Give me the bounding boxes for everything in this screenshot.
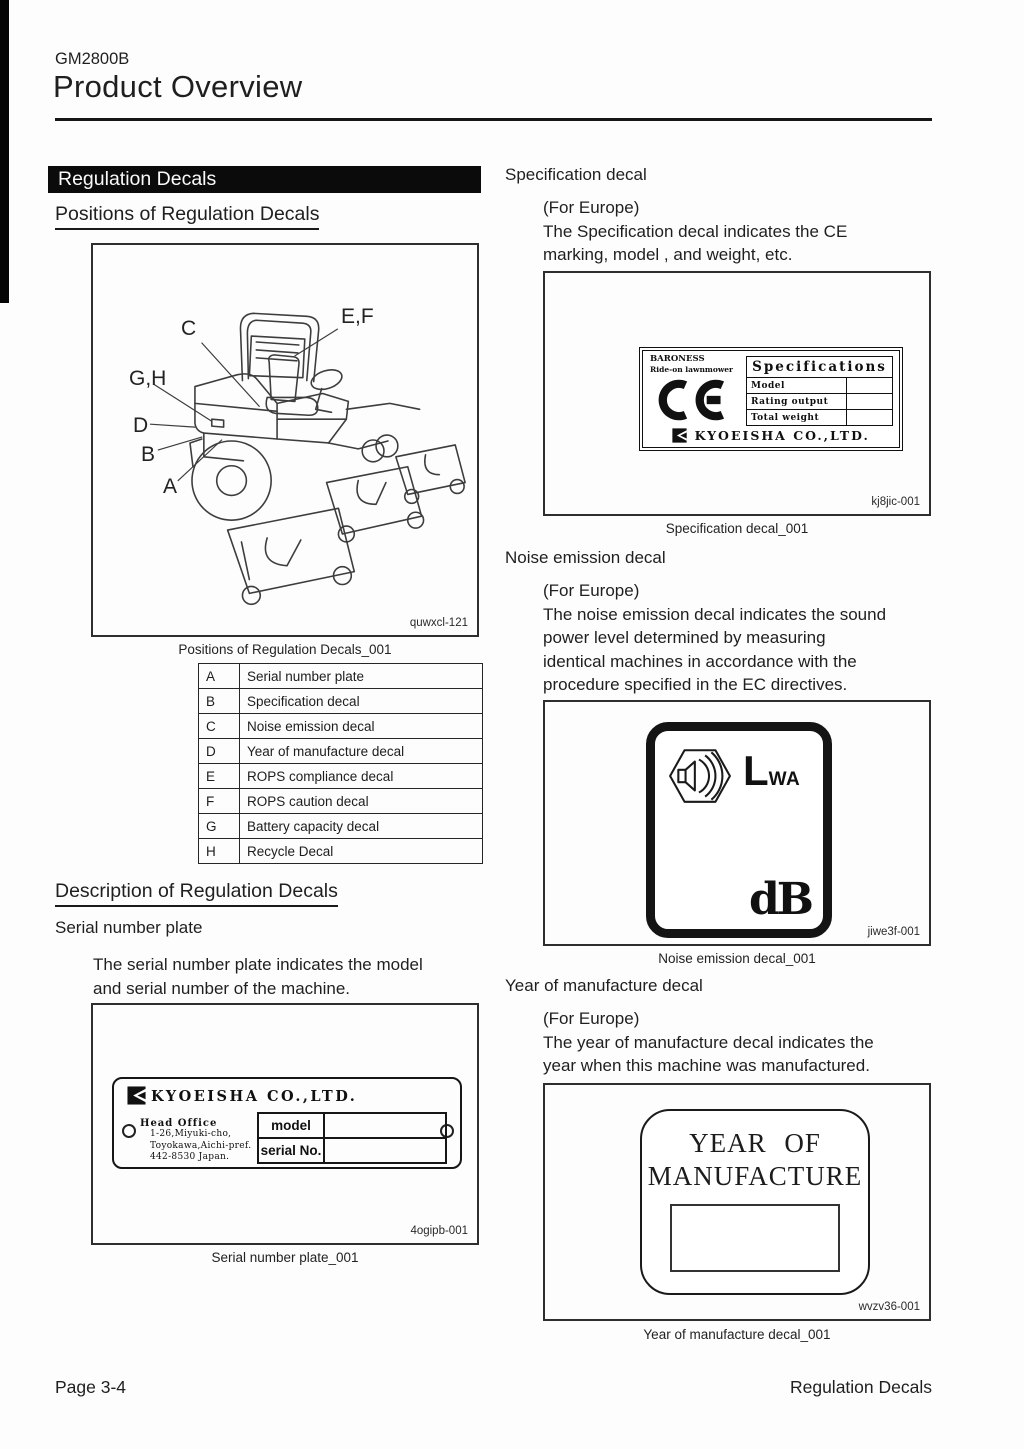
table-row: [199, 789, 483, 814]
kyoeisha-logo-icon: [672, 428, 687, 443]
table-row: [199, 664, 483, 689]
region-line: (For Europe): [543, 581, 640, 600]
spec-row-value: [847, 410, 893, 426]
row-key: D: [199, 739, 240, 764]
serial-plate-heading: Serial number plate: [55, 918, 203, 937]
figure-code: wvzv36-001: [858, 1301, 920, 1313]
row-key: G: [199, 814, 240, 839]
row-label: Year of manufacture decal: [240, 739, 483, 764]
body-line: identical machines in accordance with the: [543, 651, 857, 671]
serial-field-value: [324, 1138, 446, 1163]
region-line: (For Europe): [543, 198, 640, 217]
footer-section-name: Regulation Decals: [789, 1377, 932, 1397]
spec-table-title: Specifications: [747, 357, 893, 378]
plate-field-table: [257, 1112, 447, 1164]
row-key: E: [199, 764, 240, 789]
ce-mark-icon: [652, 376, 730, 424]
table-row: [258, 1138, 446, 1163]
address-line: Head Office: [140, 1118, 218, 1129]
noise-text: [543, 579, 886, 697]
body-line: marking, model , and weight, etc.: [543, 245, 793, 264]
row-key: A: [199, 664, 240, 689]
address-line: 442-8530 Japan.: [150, 1152, 230, 1162]
year-figure: [543, 1083, 931, 1321]
body-line: power level determined by measuring: [543, 628, 826, 647]
specification-heading: Specification decal: [505, 165, 647, 184]
spec-row-label: Rating output: [747, 394, 847, 410]
brand-block: [650, 355, 733, 374]
product-code: GM2800B: [55, 50, 130, 68]
year-decal-line: YEAR OF: [689, 1128, 821, 1158]
body-line: and serial number of the machine.: [93, 978, 351, 998]
row-label: ROPS compliance decal: [240, 764, 483, 789]
serial-plate-body: [93, 953, 423, 1000]
model-field-value: [324, 1113, 446, 1138]
decal-company-name: KYOEISHA CO.,LTD.: [694, 428, 870, 443]
lwa-label: [743, 747, 800, 795]
plate-company-name: KYOEISHA CO.,LTD.: [151, 1088, 358, 1105]
table-row: [747, 378, 893, 394]
plate-address: [140, 1118, 251, 1164]
decal-position-table: [198, 663, 483, 864]
body-line: The Specification decal indicates the CE: [543, 221, 848, 241]
body-line: The year of manufacture decal indicates the: [543, 1032, 874, 1052]
lwa-sub: WA: [768, 769, 801, 790]
positions-heading: Positions of Regulation Decals: [55, 203, 319, 230]
spec-row-value: [847, 394, 893, 410]
specifications-table: [746, 356, 893, 426]
year-of-manufacture-decal: [640, 1109, 870, 1295]
page-title: Product Overview: [53, 69, 303, 104]
noise-emission-decal: [646, 722, 832, 938]
positions-figure-caption: Positions of Regulation Decals_001: [178, 642, 392, 657]
noise-figure: [543, 700, 931, 946]
brand-name: BARONESS: [650, 354, 705, 364]
serial-figure-caption: Serial number plate_001: [211, 1250, 359, 1265]
serial-field-label: serial No.: [258, 1138, 324, 1163]
year-heading: Year of manufacture decal: [505, 976, 703, 995]
callout-ef: E,F: [341, 305, 374, 328]
positions-figure: [91, 243, 479, 637]
brand-sub: Ride-on lawnmower: [650, 364, 734, 374]
footer-page-number: Page 3-4: [55, 1377, 127, 1397]
year-text: [543, 1007, 874, 1078]
table-row: [199, 714, 483, 739]
table-row: [199, 764, 483, 789]
spec-row-value: [847, 378, 893, 394]
body-line: The serial number plate indicates the model: [93, 955, 423, 974]
spec-row-label: Total weight: [747, 410, 847, 426]
row-label: Recycle Decal: [240, 839, 483, 864]
db-label: dB: [749, 874, 811, 925]
kyoeisha-logo-icon: [127, 1086, 146, 1105]
table-row: [199, 839, 483, 864]
lwa-main: L: [743, 747, 769, 794]
year-entry-box: [670, 1204, 840, 1272]
row-key: H: [199, 839, 240, 864]
figure-code: quwxcl-121: [409, 617, 468, 629]
row-label: Serial number plate: [240, 664, 483, 689]
figure-code: kj8jic-001: [871, 496, 920, 508]
year-decal-text: [642, 1127, 868, 1193]
mower-line-art: [93, 245, 477, 635]
address-line: Toyokawa,Aichi-pref.: [150, 1140, 252, 1151]
callout-c: C: [181, 317, 197, 340]
spec-row-label: Model: [747, 378, 847, 394]
row-key: F: [199, 789, 240, 814]
callout-d: D: [133, 414, 149, 437]
decal-company-line: [640, 427, 902, 445]
body-line: procedure specified in the EC directives.: [543, 675, 848, 694]
year-decal-line: MANUFACTURE: [647, 1161, 863, 1191]
serial-number-plate: [112, 1077, 462, 1169]
callout-a: A: [163, 475, 178, 498]
scan-edge-artifact: [0, 0, 9, 303]
specification-text: [543, 196, 847, 267]
table-row: [747, 357, 893, 378]
table-row: [199, 689, 483, 714]
body-line: The noise emission decal indicates the sound: [543, 604, 887, 624]
specification-figure: [543, 271, 931, 516]
table-row: [258, 1113, 446, 1138]
specification-decal: [639, 347, 903, 451]
row-label: Noise emission decal: [240, 714, 483, 739]
description-heading-wrap: [55, 880, 338, 907]
table-row: [747, 394, 893, 410]
figure-code: 4ogipb-001: [410, 1225, 468, 1237]
callout-b: B: [141, 443, 156, 466]
section-banner: Regulation Decals: [48, 166, 481, 193]
body-line: year when this machine was manufactured.: [543, 1056, 870, 1075]
serial-plate-figure: [91, 1003, 479, 1245]
callout-gh: G,H: [129, 367, 167, 390]
row-label: Battery capacity decal: [240, 814, 483, 839]
address-line: 1-26,Miyuki-cho,: [150, 1129, 232, 1139]
noise-heading: Noise emission decal: [505, 548, 666, 567]
table-row: [199, 814, 483, 839]
model-field-label: model: [258, 1113, 324, 1138]
region-line: (For Europe): [543, 1009, 640, 1028]
speaker-hexagon-icon: [667, 743, 733, 809]
specification-figure-caption: Specification decal_001: [665, 521, 809, 536]
mounting-hole-left: [122, 1124, 136, 1138]
title-rule: [55, 118, 932, 121]
table-row: [199, 739, 483, 764]
description-heading: Description of Regulation Decals: [55, 880, 338, 907]
table-row: [747, 410, 893, 426]
row-label: ROPS caution decal: [240, 789, 483, 814]
figure-code: jiwe3f-001: [867, 926, 920, 938]
row-key: C: [199, 714, 240, 739]
positions-heading-wrap: [55, 203, 319, 230]
noise-figure-caption: Noise emission decal_001: [658, 951, 816, 966]
row-label: Specification decal: [240, 689, 483, 714]
year-figure-caption: Year of manufacture decal_001: [643, 1327, 831, 1342]
row-key: B: [199, 689, 240, 714]
